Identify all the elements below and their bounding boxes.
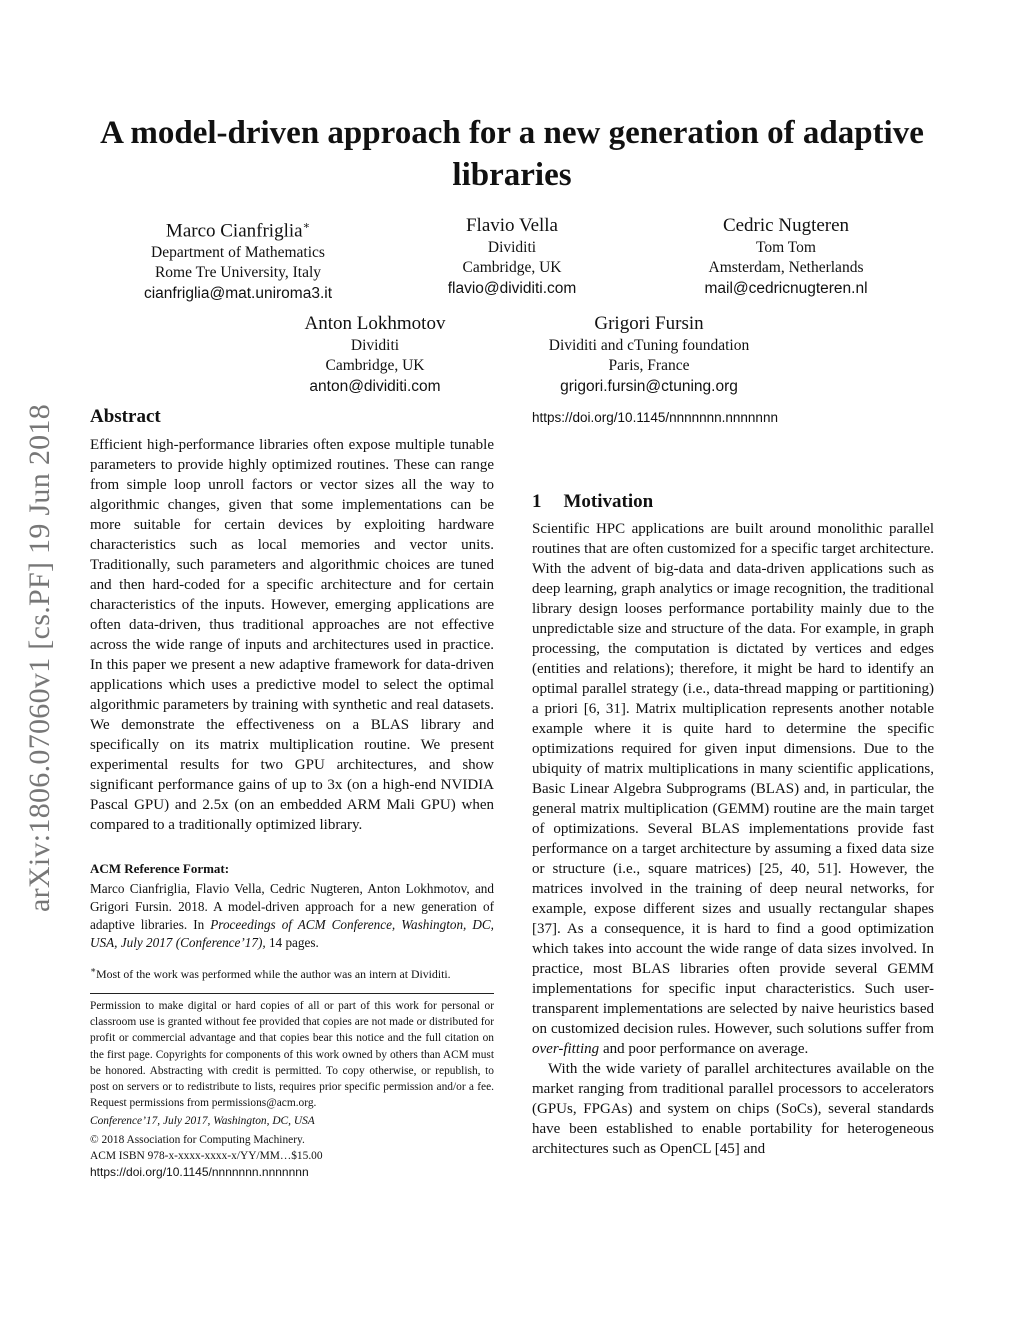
- author-affiliation: Tom Tom: [756, 239, 816, 256]
- acm-reference-section: [90, 860, 494, 952]
- isbn-line: ACM ISBN 978-x-xxxx-xxxx-x/YY/MM…$15.00: [90, 1149, 323, 1162]
- author-name: Flavio Vella: [465, 215, 558, 236]
- author-email[interactable]: cianfriglia@mat.uniroma3.it: [143, 285, 333, 303]
- author-email[interactable]: mail@cedricnugteren.nl: [704, 280, 868, 297]
- footnote-text: ∗Most of the work was performed while the author was an intern at Dividiti.: [90, 965, 451, 981]
- author-block: [499, 312, 799, 397]
- section-title: Motivation: [563, 491, 654, 512]
- author-footnote-mark: ∗: [302, 220, 311, 232]
- motivation-paragraph-1: Scientific HPC applications are built around monolithic parallel routines that are often customized for a specific target architecture. With the advent of big-data and data-driven applications such as deep learning, graph analytics or image recognition, the traditional library design looses performance portability mainly due to the unpredictable size and structure of the data. For example, in graph processing, the computation is dictated by vertices and edges (entities and relations); therefore, it might be hard to identify an optimal parallel strategy (i.e., data-thread mapping or partitioning) a priori [6, 31]. Matrix multiplication represents another notable example where it is quite hard to determine the specific optimizations required for given input dimensions. Due to the ubiquity of matrix multiplications in many scientific applications, Basic Linear Algebra Subprograms (BLAS) and, in particular, the general matrix multiplication (GEMM) routine are the main target of optimizations. Several BLAS implementations provide fast performance on a target architecture by assuming a fixed data size or structure (i.e., square matrices) [25, 40, 51]. However, the matrices involved in the training of deep neural networks, for example, expose different sizes and usually rectangular shapes [37]. As a consequence, it is hard to find a good optimization which takes into account the wide range of data sizes involved. In practice, most BLAS libraries often provide several GEMM implementations for specific input characteristics. Such user-transparent implementations are selected by naive heuristics based on customized decision rules. However, such solutions suffer from over-fitting and poor performance on average.: [532, 521, 934, 1057]
- author-block: [88, 214, 388, 304]
- author-affiliation: Dividiti: [350, 337, 400, 354]
- author-block: [225, 312, 525, 397]
- abstract-section: [90, 405, 494, 835]
- author-email[interactable]: grigori.fursin@ctuning.org: [560, 378, 738, 395]
- author-block: [362, 214, 662, 299]
- footnote-divider: [90, 993, 494, 994]
- author-location: Cambridge, UK: [325, 357, 425, 374]
- author-location: Amsterdam, Netherlands: [708, 259, 864, 276]
- permission-text: Permission to make digital or hard copies of all or part of this work for personal or classroom use is granted without fee provided that copies are not made or distributed for profit or commercial advantage and that copies bear this notice and the full citation on the first page. Copyrights for components of this work owned by others than ACM must be honored. Abstracting with credit is permitted. To copy otherwise, or republish, to post on servers or to redistribute to lists, requires prior specific permission and/or a fee. Request permissions from permissions@acm.org.: [90, 1000, 494, 1110]
- author-location: Cambridge, UK: [462, 259, 562, 276]
- footnote: [90, 962, 494, 982]
- acm-reference-heading: ACM Reference Format:: [90, 861, 230, 876]
- acm-reference-text: Marco Cianfriglia, Flavio Vella, Cedric Nugteren, Anton Lokhmotov, and Grigori Fursin. 2018. A model-driven approach for a new generation of adaptive libraries. In Proceedings of ACM Conference, Washington, DC, USA, July 2017 (Conference’17), 14 pages.: [90, 881, 494, 950]
- author-email[interactable]: anton@dividiti.com: [309, 378, 441, 395]
- section-motivation: [532, 490, 934, 1159]
- arxiv-stamp-text: arXiv:1806.07060v1 [cs.PF] 19 Jun 2018: [23, 403, 56, 913]
- author-affiliation: Dividiti and cTuning foundation: [548, 337, 750, 354]
- author-location: Paris, France: [608, 357, 690, 374]
- author-affiliation: Dividiti: [487, 239, 537, 256]
- paper-title: A model-driven approach for a new generation of adaptive libraries: [100, 115, 924, 193]
- author-location: Rome Tre University, Italy: [154, 264, 322, 282]
- conference-line: Conference’17, July 2017, Washington, DC, USA: [90, 1115, 315, 1128]
- author-name: Marco Cianfriglia∗: [165, 220, 311, 242]
- section-number: 1: [532, 491, 542, 512]
- author-affiliation: Department of Mathematics: [151, 244, 325, 262]
- author-name: Cedric Nugteren: [722, 215, 850, 236]
- doi-link[interactable]: https://doi.org/10.1145/nnnnnnn.nnnnnnn: [532, 410, 778, 425]
- arxiv-stamp: [15, 368, 65, 948]
- permission-block: [90, 998, 494, 1180]
- abstract-heading: Abstract: [90, 406, 161, 427]
- permission-doi-link[interactable]: https://doi.org/10.1145/nnnnnnn.nnnnnnn: [90, 1165, 309, 1180]
- motivation-paragraph-2: With the wide variety of parallel architectures available on the market ranging from traditional parallel processors to accelerators (GPUs, FPGAs) and system on chips (SoCs), several standards have been established to enable portability for heterogeneous architectures such as OpenCL [45] and: [532, 1061, 934, 1157]
- author-name: Grigori Fursin: [594, 313, 704, 334]
- section-heading: [532, 490, 934, 514]
- author-block: [636, 214, 936, 299]
- abstract-text: Efficient high-performance libraries often expose multiple tunable parameters to provide highly optimized routines. These can range from simple loop unroll factors or vector sizes all the way to algorithmic changes, given that some implementations can be more suitable for certain devices by exploiting hardware characteristics such as local memories and vector units. Traditionally, such parameters and algorithmic choices are tuned and then hard-coded for a specific architecture and for certain characteristics of the inputs. However, emerging applications are often data-driven, thus traditional approaches are not effective across the wide range of inputs and architectures used in practice. In this paper we present a new adaptive framework for data-driven applications which uses a predictive model to select the optimal algorithmic parameters by training with synthetic and real datasets. We demonstrate the effectiveness on a BLAS library and specifically on its matrix multiplication routine. We present experimental results for two GPU architectures, and show significant performance gains of up to 3x (on a high-end NVIDIA Pascal GPU) and 2.5x (on an embedded ARM Mali GPU) when compared to a traditionally optimized library.: [90, 437, 494, 833]
- copyright-line: © 2018 Association for Computing Machinery.: [90, 1133, 305, 1146]
- author-email[interactable]: flavio@dividiti.com: [447, 280, 577, 297]
- author-name: Anton Lokhmotov: [304, 313, 446, 334]
